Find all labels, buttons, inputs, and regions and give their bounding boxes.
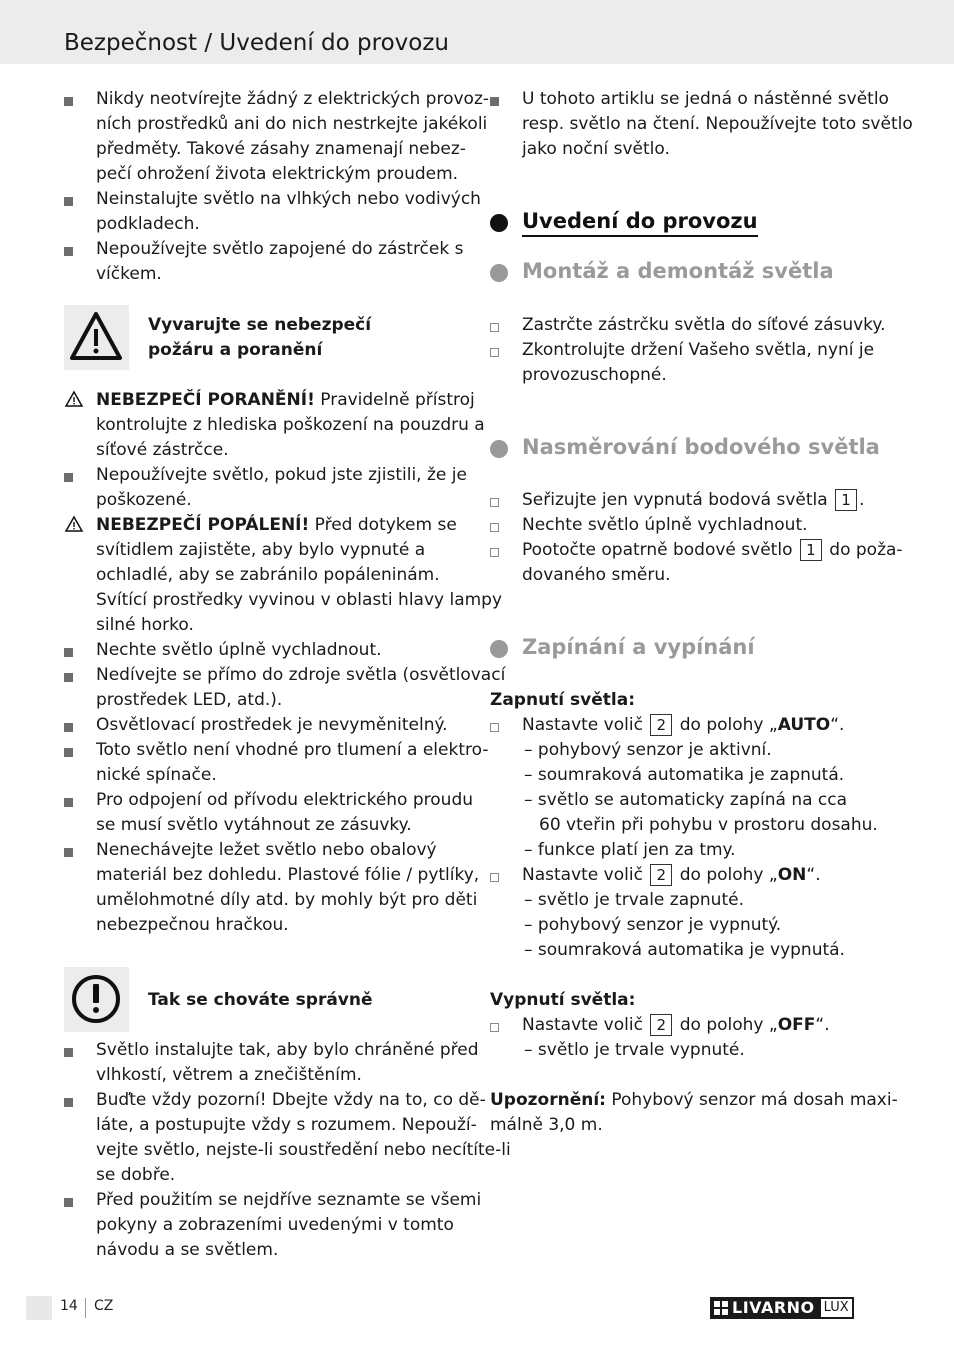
text-line: prostředek LED, atd.). xyxy=(96,690,283,710)
text-line: síťové zástrčce. xyxy=(96,440,229,460)
text-line: Toto světlo není vhodné pro tlumení a elektro- xyxy=(96,740,489,760)
bullet xyxy=(64,648,73,657)
text-line: Seřizujte jen vypnutá bodová světla 1 . xyxy=(522,490,865,510)
text-line: – světlo je trvale zapnuté. xyxy=(524,890,744,910)
text-line: svítidlem zajistěte, aby bylo vypnuté a xyxy=(96,540,426,560)
heading-dot xyxy=(490,640,508,658)
text-line: – funkce platí jen za tmy. xyxy=(524,840,736,860)
text-line: dovaného směru. xyxy=(522,565,671,585)
text-line: provozuschopné. xyxy=(522,365,667,385)
bullet xyxy=(64,1048,73,1057)
section-heading: Montáž a demontáž světla xyxy=(522,259,834,283)
warning-small-icon xyxy=(64,515,84,533)
warning-small-icon xyxy=(64,390,84,408)
bullet xyxy=(64,247,73,256)
text-line: pokyny a zobrazeními uvedenými v tomto xyxy=(96,1215,454,1235)
checkbox-bullet xyxy=(490,1023,499,1032)
text-line: vejte světlo, nejste-li soustředění nebo necítíte-li xyxy=(96,1140,511,1160)
section-heading: Uvedení do provozu xyxy=(522,208,758,237)
bullet xyxy=(64,1098,73,1107)
text-line: nické spínače. xyxy=(96,765,217,785)
text-line: Pootočte opatrně bodové světlo 1 do poža- xyxy=(522,540,903,560)
bullet xyxy=(64,97,73,106)
info-box-heading: Tak se chováte správně xyxy=(148,990,373,1010)
text-line: Nastavte volič 2 do polohy „ON“. xyxy=(522,865,821,885)
checkbox-bullet xyxy=(490,548,499,557)
warning-icon-box xyxy=(64,305,129,370)
text-line: Nedívejte se přímo do zdroje světla (osvětlovací xyxy=(96,665,506,685)
section-heading: Nasměrování bodového světla xyxy=(522,435,880,459)
text-line: Pro odpojení od přívodu elektrického proudu xyxy=(96,790,474,810)
text-line: materiál bez dohledu. Plastové fólie / pytlíky, xyxy=(96,865,480,885)
text-line: resp. světlo na čtení. Nepoužívejte toto světlo xyxy=(522,114,913,134)
checkbox-bullet xyxy=(490,323,499,332)
ref-number: 2 xyxy=(650,864,672,886)
bullet xyxy=(490,97,499,106)
bullet xyxy=(64,798,73,807)
text-line: se dobře. xyxy=(96,1165,176,1185)
text-line: ních prostředků ani do nich nestrkejte jakékoli xyxy=(96,114,488,134)
text-line: Osvětlovací prostředek je nevyměnitelný. xyxy=(96,715,448,735)
bullet xyxy=(64,723,73,732)
text-line: – pohybový senzor je vypnutý. xyxy=(524,915,782,935)
language-code: CZ xyxy=(94,1298,114,1314)
text-line: vlhkostí, větrem a znečištěním. xyxy=(96,1065,362,1085)
bullet xyxy=(64,673,73,682)
text-line: podkladech. xyxy=(96,214,200,234)
text-line: U tohoto artiklu se jedná o nástěnné světlo xyxy=(522,89,889,109)
text-line: – pohybový senzor je aktivní. xyxy=(524,740,772,760)
subheading: Zapnutí světla: xyxy=(490,690,635,710)
checkbox-bullet xyxy=(490,523,499,532)
text-line: Před použitím se nejdříve seznamte se všemi xyxy=(96,1190,482,1210)
text-line: – soumraková automatika je zapnutá. xyxy=(524,765,845,785)
text-line: se musí světlo vytáhnout ze zásuvky. xyxy=(96,815,412,835)
note-line: Upozornění: Pohybový senzor má dosah maxi- xyxy=(490,1090,898,1110)
text-line: Nepoužívejte světlo, pokud jste zjistili, že je xyxy=(96,465,467,485)
text-line: víčkem. xyxy=(96,264,162,284)
bullet xyxy=(64,848,73,857)
text-line: ochladlé, aby se zabránilo popáleninám. xyxy=(96,565,440,585)
subheading: Vypnutí světla: xyxy=(490,990,636,1010)
bullet xyxy=(64,197,73,206)
ref-number: 2 xyxy=(650,1014,672,1036)
checkbox-bullet xyxy=(490,873,499,882)
text-line: Nastavte volič 2 do polohy „AUTO“. xyxy=(522,715,845,735)
page-header xyxy=(0,0,954,64)
section-heading: Zapínání a vypínání xyxy=(522,635,755,659)
text-line: NEBEZPEČÍ PORANĚNÍ! Pravidelně přístroj xyxy=(96,390,475,410)
text-line: Zastrčte zástrčku světla do síťové zásuvky. xyxy=(522,315,886,335)
ref-number: 1 xyxy=(835,489,857,511)
exclamation-circle-icon xyxy=(64,967,129,1032)
checkbox-bullet xyxy=(490,723,499,732)
page-title: Bezpečnost / Uvedení do provozu xyxy=(64,30,449,56)
warning-box-heading: Vyvarujte se nebezpečí xyxy=(148,315,372,335)
info-icon-box xyxy=(64,967,129,1032)
ref-number: 2 xyxy=(650,714,672,736)
page-number: 14 xyxy=(60,1298,78,1314)
page-marker xyxy=(26,1296,52,1320)
bullet xyxy=(64,748,73,757)
text-line: Nepoužívejte světlo zapojené do zástrček s xyxy=(96,239,464,259)
text-line: 60 vteřin při pohybu v prostoru dosahu. xyxy=(539,815,878,835)
heading-dot xyxy=(490,214,508,232)
text-line: předměty. Takové zásahy znamenají nebez- xyxy=(96,139,466,159)
bullet xyxy=(64,473,73,482)
heading-dot xyxy=(490,264,508,282)
note-line: málně 3,0 m. xyxy=(490,1115,603,1135)
text-line: umělohmotné díly atd. by mohly být pro děti xyxy=(96,890,478,910)
text-line: poškozené. xyxy=(96,490,192,510)
logo-lux: LUX xyxy=(819,1297,854,1319)
brand-logo xyxy=(710,1297,854,1319)
warning-triangle-icon xyxy=(64,305,129,370)
text-line: Svítící prostředky vyvinou v oblasti hlavy lampy xyxy=(96,590,503,610)
text-line: – světlo se automaticky zapíná na cca xyxy=(524,790,848,810)
text-line: – světlo je trvale vypnuté. xyxy=(524,1040,745,1060)
text-line: NEBEZPEČÍ POPÁLENÍ! Před dotykem se xyxy=(96,515,457,535)
text-line: Nechte světlo úplně vychladnout. xyxy=(522,515,808,535)
checkbox-bullet xyxy=(490,498,499,507)
text-line: Světlo instalujte tak, aby bylo chráněné před xyxy=(96,1040,479,1060)
text-line: Neinstalujte světlo na vlhkých nebo vodivých xyxy=(96,189,481,209)
text-line: Zkontrolujte držení Vašeho světla, nyní je xyxy=(522,340,875,360)
text-line: pečí ohrožení života elektrickým proudem. xyxy=(96,164,459,184)
text-line: – soumraková automatika je vypnutá. xyxy=(524,940,845,960)
footer-divider xyxy=(85,1298,86,1318)
text-line: nebezpečnou hračkou. xyxy=(96,915,289,935)
heading-dot xyxy=(490,440,508,458)
bullet xyxy=(64,1198,73,1207)
logo-main: LIVARNO xyxy=(710,1297,819,1319)
text-line: Nechte světlo úplně vychladnout. xyxy=(96,640,382,660)
text-line: jako noční světlo. xyxy=(522,139,670,159)
ref-number: 1 xyxy=(800,539,822,561)
text-line: návodu a se světlem. xyxy=(96,1240,279,1260)
text-line: Buďte vždy pozorní! Dbejte vždy na to, co dě- xyxy=(96,1090,486,1110)
text-line: kontrolujte z hlediska poškození na pouzdru a xyxy=(96,415,485,435)
text-line: láte, a postupujte vždy s rozumem. Nepouží- xyxy=(96,1115,477,1135)
logo-grid-icon xyxy=(714,1301,728,1315)
checkbox-bullet xyxy=(490,348,499,357)
text-line: Nikdy neotvírejte žádný z elektrických provoz- xyxy=(96,89,490,109)
warning-box-heading: požáru a poranění xyxy=(148,340,323,360)
text-line: Nastavte volič 2 do polohy „OFF“. xyxy=(522,1015,830,1035)
text-line: Nenechávejte ležet světlo nebo obalový xyxy=(96,840,437,860)
text-line: silné horko. xyxy=(96,615,194,635)
